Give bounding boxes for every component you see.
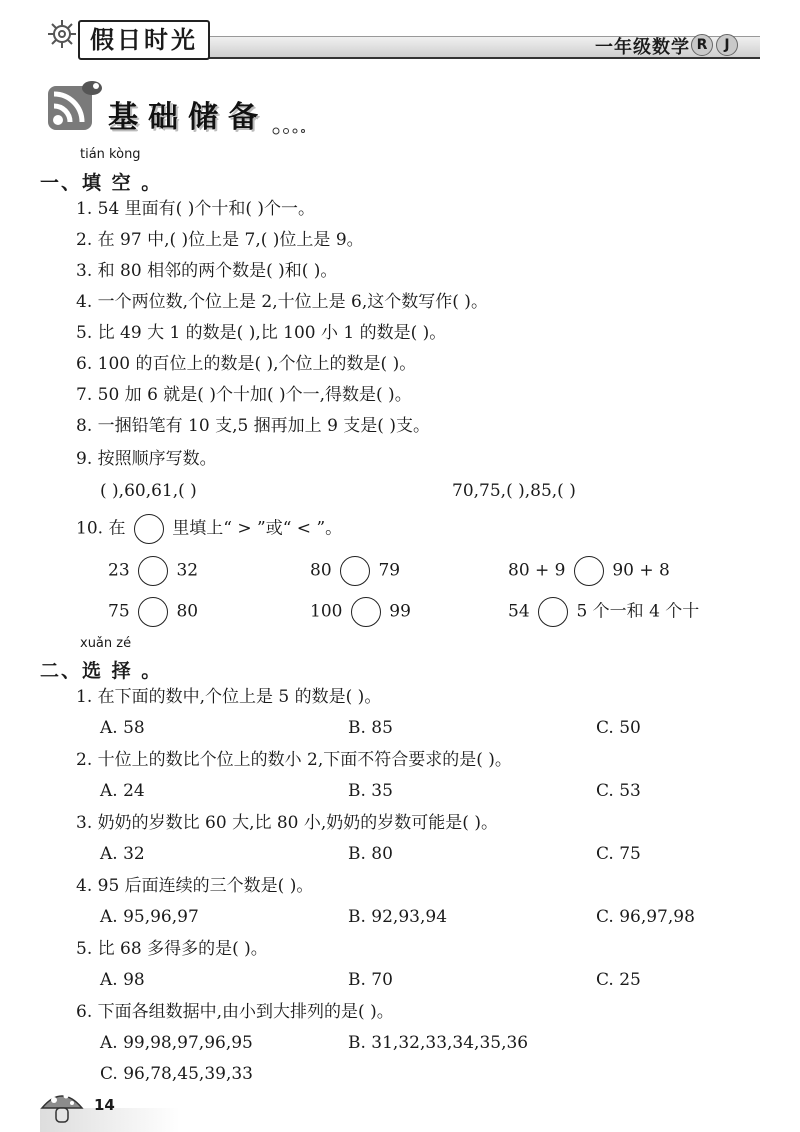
section1-pinyin: tián kòng: [80, 147, 141, 162]
compare-left: 100: [310, 601, 343, 622]
edition-letter: J: [716, 34, 738, 56]
header-grade: 一年级数学: [595, 37, 690, 58]
compare-left: 75: [108, 601, 130, 622]
section1-title: 一、填 空 。: [40, 172, 163, 194]
rss-book-icon: [46, 78, 106, 133]
choice-question: 1. 在下面的数中,个位上是 5 的数是( )。: [76, 687, 382, 707]
fill-question: 8. 一捆铅笔有 10 支,5 捆再加上 9 支是( )支。: [76, 416, 430, 436]
q10-suffix: 里填上“ > ”或“ < ”。: [172, 518, 343, 539]
compare-item: [508, 556, 670, 586]
compare-right: 99: [389, 601, 411, 622]
option-b[interactable]: B. 85: [348, 718, 393, 738]
fill-question: 6. 100 的百位上的数是( ),个位上的数是( )。: [76, 354, 417, 374]
compare-right: 32: [176, 560, 199, 581]
compare-item: [108, 556, 198, 586]
sequence-left: ( ),60,61,( ): [100, 481, 197, 501]
compare-right: 90 + 8: [612, 560, 670, 581]
compare-circle[interactable]: [351, 597, 381, 627]
option-b[interactable]: B. 35: [348, 781, 393, 801]
compare-item: [310, 597, 411, 627]
q10-prefix: 10. 在: [76, 518, 126, 539]
option-b[interactable]: B. 70: [348, 970, 393, 990]
header-title: 假日时光: [78, 20, 210, 60]
gear-icon: [44, 16, 80, 52]
choice-question: 2. 十位上的数比个位上的数小 2,下面不符合要求的是( )。: [76, 750, 512, 770]
compare-left: 80 + 9: [508, 560, 566, 581]
section2-pinyin: xuǎn zé: [80, 636, 132, 651]
edition-letter: R: [691, 34, 713, 56]
edition-badge: [691, 34, 738, 56]
fill-question: 3. 和 80 相邻的两个数是( )和( )。: [76, 261, 338, 281]
fill-question: 7. 50 加 6 就是( )个十加( )个一,得数是( )。: [76, 385, 412, 405]
choice-question: 4. 95 后面连续的三个数是( )。: [76, 876, 314, 896]
compare-right: 80: [176, 601, 199, 622]
compare-left: 80: [310, 560, 332, 581]
fill-question: 5. 比 49 大 1 的数是( ),比 100 小 1 的数是( )。: [76, 323, 447, 343]
sequence-right: 70,75,( ),85,( ): [452, 481, 576, 501]
page-number: 14: [94, 1096, 115, 1114]
compare-circle[interactable]: [138, 597, 168, 627]
option-a[interactable]: A. 99,98,97,96,95: [100, 1033, 253, 1053]
option-c[interactable]: C. 96,97,98: [596, 907, 695, 927]
section2-title: 二、选 择 。: [40, 660, 163, 682]
option-a[interactable]: A. 24: [100, 781, 145, 801]
option-b[interactable]: B. 80: [348, 844, 393, 864]
option-c[interactable]: C. 96,78,45,39,33: [100, 1064, 253, 1084]
banner-dots: [272, 120, 312, 130]
compare-circle[interactable]: [340, 556, 370, 586]
fill-question: 4. 一个两位数,个位上是 2,十位上是 6,这个数写作( )。: [76, 292, 488, 312]
compare-item: [310, 556, 400, 586]
choice-question: 3. 奶奶的岁数比 60 大,比 80 小,奶奶的岁数可能是( )。: [76, 813, 498, 833]
compare-item: [508, 597, 699, 627]
option-a[interactable]: A. 95,96,97: [100, 907, 199, 927]
compare-right: 5 个一和 4 个十: [576, 601, 700, 622]
mushroom-icon: [38, 1086, 86, 1126]
compare-circle[interactable]: [574, 556, 604, 586]
compare-left: 23: [108, 560, 130, 581]
option-c[interactable]: C. 50: [596, 718, 641, 738]
compare-right: 79: [378, 560, 401, 581]
compare-circle[interactable]: [538, 597, 568, 627]
option-c[interactable]: C. 75: [596, 844, 641, 864]
q10-line: [76, 514, 342, 544]
compare-circle[interactable]: [138, 556, 168, 586]
compare-item: [108, 597, 198, 627]
option-c[interactable]: C. 53: [596, 781, 641, 801]
choice-question: 5. 比 68 多得多的是( )。: [76, 939, 268, 959]
option-b[interactable]: B. 31,32,33,34,35,36: [348, 1033, 529, 1053]
fill-question: 9. 按照顺序写数。: [76, 449, 217, 469]
section-banner-title: 基础储备: [108, 100, 268, 135]
option-b[interactable]: B. 92,93,94: [348, 907, 448, 927]
option-a[interactable]: A. 98: [100, 970, 145, 990]
fill-question: 1. 54 里面有( )个十和( )个一。: [76, 199, 315, 219]
fill-question: 2. 在 97 中,( )位上是 7,( )位上是 9。: [76, 230, 364, 250]
compare-circle: [134, 514, 164, 544]
compare-left: 54: [508, 601, 530, 622]
choice-question: 6. 下面各组数据中,由小到大排列的是( )。: [76, 1002, 394, 1022]
option-a[interactable]: A. 32: [100, 844, 145, 864]
option-c[interactable]: C. 25: [596, 970, 641, 990]
option-a[interactable]: A. 58: [100, 718, 145, 738]
